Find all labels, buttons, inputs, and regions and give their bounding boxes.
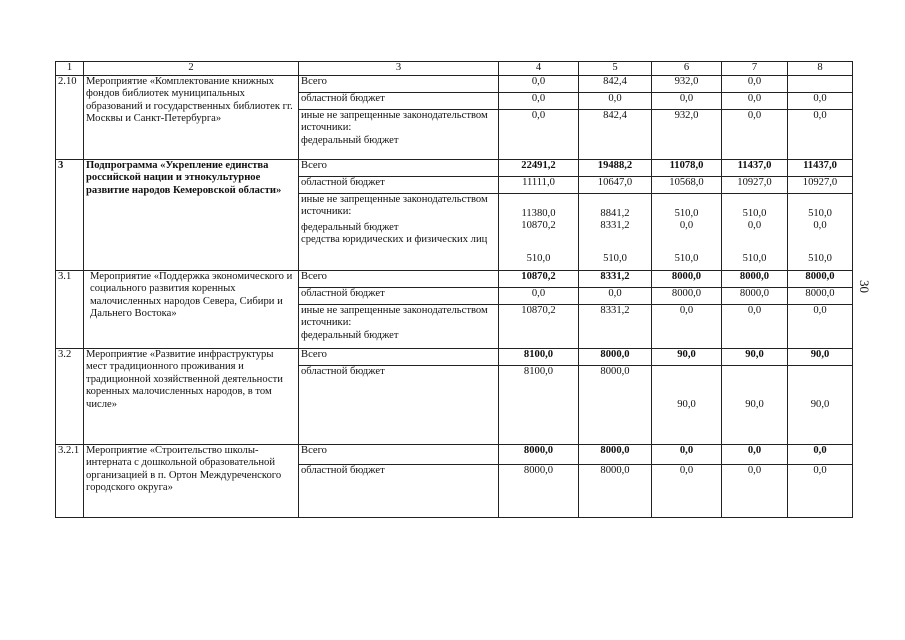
header-cell: 4 <box>499 62 579 76</box>
source-label-federal: федеральный бюджет <box>301 134 399 146</box>
value-cell: 8000,0 <box>579 465 652 518</box>
value-cell: 11437,0 <box>788 160 853 177</box>
value-cell: 8000,0 <box>722 271 788 288</box>
value-cell: 0,0 <box>652 305 722 349</box>
value-other: 11380,0 <box>521 208 556 219</box>
table-row <box>56 76 853 93</box>
row-name: Мероприятие «Развитие инфраструктуры мест традиционного проживания и традиционной хозяйственной деятельности коренных малочисленных народов, в том числе» <box>84 349 299 445</box>
value-cell: 0,0 <box>652 465 722 518</box>
value-cell: 0,0 <box>788 445 853 465</box>
value-stack <box>579 194 652 271</box>
table-row <box>56 160 853 177</box>
value-cell: 90,0 <box>652 366 722 445</box>
value-cell: 0,0 <box>788 110 853 160</box>
value-cell: 90,0 <box>788 349 853 366</box>
header-cell: 8 <box>788 62 853 76</box>
header-cell: 7 <box>722 62 788 76</box>
table-row <box>56 445 853 465</box>
row-number: 3.1 <box>56 271 84 349</box>
value-cell: 8000,0 <box>722 288 788 305</box>
row-name: Мероприятие «Поддержка экономического и социального развития коренных малочисленных народов Севера, Сибири и Дальнего Востока» <box>84 271 299 349</box>
header-cell: 5 <box>579 62 652 76</box>
row-name: Мероприятие «Строительство школы-интерната с дошкольной образовательной организацией в п. Ортон Междуреченского городского округа» <box>84 445 299 518</box>
source-label: областной бюджет <box>299 288 499 305</box>
header-row <box>56 62 853 76</box>
value-cell <box>788 76 853 93</box>
value-cell: 8000,0 <box>652 271 722 288</box>
value-cell: 8000,0 <box>499 445 579 465</box>
value-cell: 0,0 <box>499 288 579 305</box>
value-cell: 0,0 <box>722 110 788 160</box>
value-other: 510,0 <box>742 208 767 219</box>
value-cell: 8331,2 <box>579 271 652 288</box>
table-row <box>56 271 853 288</box>
value-cell: 90,0 <box>722 366 788 445</box>
value-cell: 0,0 <box>652 93 722 110</box>
value-federal: 8331,2 <box>600 220 630 232</box>
value-cell: 8331,2 <box>579 305 652 349</box>
source-label <box>299 110 499 160</box>
source-label <box>299 305 499 349</box>
header-cell: 3 <box>299 62 499 76</box>
value-cell: 22491,2 <box>499 160 579 177</box>
value-cell: 0,0 <box>788 465 853 518</box>
value-legal: 510,0 <box>526 252 551 264</box>
source-label: Всего <box>299 271 499 288</box>
page-number: 30 <box>857 280 872 293</box>
value-cell: 8000,0 <box>652 288 722 305</box>
value-cell: 8000,0 <box>788 288 853 305</box>
value-stack <box>499 194 579 271</box>
value-cell: 10870,2 <box>499 271 579 288</box>
value-cell: 10927,0 <box>788 177 853 194</box>
value-other: 8841,2 <box>600 208 630 219</box>
value-stack <box>652 194 722 271</box>
value-cell: 842,4 <box>579 76 652 93</box>
source-label-other: иные не запрещенные законодательством источники: <box>301 305 488 329</box>
header-cell: 6 <box>652 62 722 76</box>
value-cell: 8100,0 <box>499 349 579 366</box>
value-cell: 19488,2 <box>579 160 652 177</box>
header-cell: 1 <box>56 62 84 76</box>
value-cell: 11078,0 <box>652 160 722 177</box>
source-label-legal: средства юридических и физических лиц <box>301 234 488 246</box>
value-other: 510,0 <box>808 208 832 219</box>
value-legal: 510,0 <box>603 252 627 264</box>
header-cell: 2 <box>84 62 299 76</box>
source-label: Всего <box>299 160 499 177</box>
value-cell: 90,0 <box>652 349 722 366</box>
value-cell: 0,0 <box>579 288 652 305</box>
value-cell: 8000,0 <box>788 271 853 288</box>
value-cell: 0,0 <box>499 76 579 93</box>
value-cell: 90,0 <box>788 366 853 445</box>
value-cell: 0,0 <box>722 445 788 465</box>
value-cell: 11437,0 <box>722 160 788 177</box>
row-name: Подпрограмма «Укрепление единства российской нации и этнокультурное развитие народов Кемеровской области» <box>84 160 299 271</box>
value-cell: 90,0 <box>722 349 788 366</box>
value-cell: 0,0 <box>722 76 788 93</box>
value-federal: 0,0 <box>747 220 762 232</box>
row-number: 3.2 <box>56 349 84 445</box>
value-federal: 0,0 <box>813 220 827 232</box>
row-number: 3.2.1 <box>56 445 84 518</box>
value-cell: 0,0 <box>722 93 788 110</box>
value-cell: 8000,0 <box>499 465 579 518</box>
value-cell: 8000,0 <box>579 349 652 366</box>
source-label: Всего <box>299 76 499 93</box>
value-cell: 11111,0 <box>499 177 579 194</box>
value-cell: 932,0 <box>652 76 722 93</box>
value-stack <box>788 194 853 271</box>
value-cell: 842,4 <box>579 110 652 160</box>
value-cell: 10568,0 <box>652 177 722 194</box>
value-cell: 0,0 <box>499 93 579 110</box>
value-cell: 0,0 <box>722 305 788 349</box>
value-cell: 10647,0 <box>579 177 652 194</box>
value-federal: 0,0 <box>679 220 694 232</box>
value-federal: 10870,2 <box>521 220 556 232</box>
value-cell: 0,0 <box>788 93 853 110</box>
source-label: Всего <box>299 349 499 366</box>
value-cell: 0,0 <box>722 465 788 518</box>
source-label: Всего <box>299 445 499 465</box>
source-label: областной бюджет <box>299 465 499 518</box>
value-cell: 0,0 <box>579 93 652 110</box>
row-number: 2.10 <box>56 76 84 160</box>
source-label: областной бюджет <box>299 93 499 110</box>
value-cell: 8000,0 <box>579 445 652 465</box>
value-cell: 0,0 <box>788 305 853 349</box>
value-legal: 510,0 <box>808 252 832 264</box>
source-label-federal: федеральный бюджет <box>301 329 399 341</box>
row-name: Мероприятие «Комплектование книжных фондов библиотек муниципальных образований и государственных библиотек гг. Москвы и Санкт-Петербурга» <box>84 76 299 160</box>
row-number: 3 <box>56 160 84 271</box>
table-row <box>56 349 853 366</box>
value-stack <box>722 194 788 271</box>
source-label: областной бюджет <box>299 177 499 194</box>
source-label <box>299 194 499 271</box>
value-cell: 8100,0 <box>499 366 579 445</box>
value-legal: 510,0 <box>674 252 699 264</box>
value-cell: 0,0 <box>499 110 579 160</box>
source-label-other: иные не запрещенные законодательством источники: <box>301 110 488 134</box>
value-other: 510,0 <box>674 208 699 219</box>
source-label-federal: федеральный бюджет <box>301 221 399 233</box>
value-legal: 510,0 <box>742 252 767 264</box>
source-label: областной бюджет <box>299 366 499 445</box>
value-cell: 10870,2 <box>499 305 579 349</box>
value-cell: 10927,0 <box>722 177 788 194</box>
value-cell: 932,0 <box>652 110 722 160</box>
budget-table <box>55 61 853 518</box>
source-label-other: иные не запрещенные законодательством источники: <box>301 194 488 218</box>
value-cell: 8000,0 <box>579 366 652 445</box>
value-cell: 0,0 <box>652 445 722 465</box>
